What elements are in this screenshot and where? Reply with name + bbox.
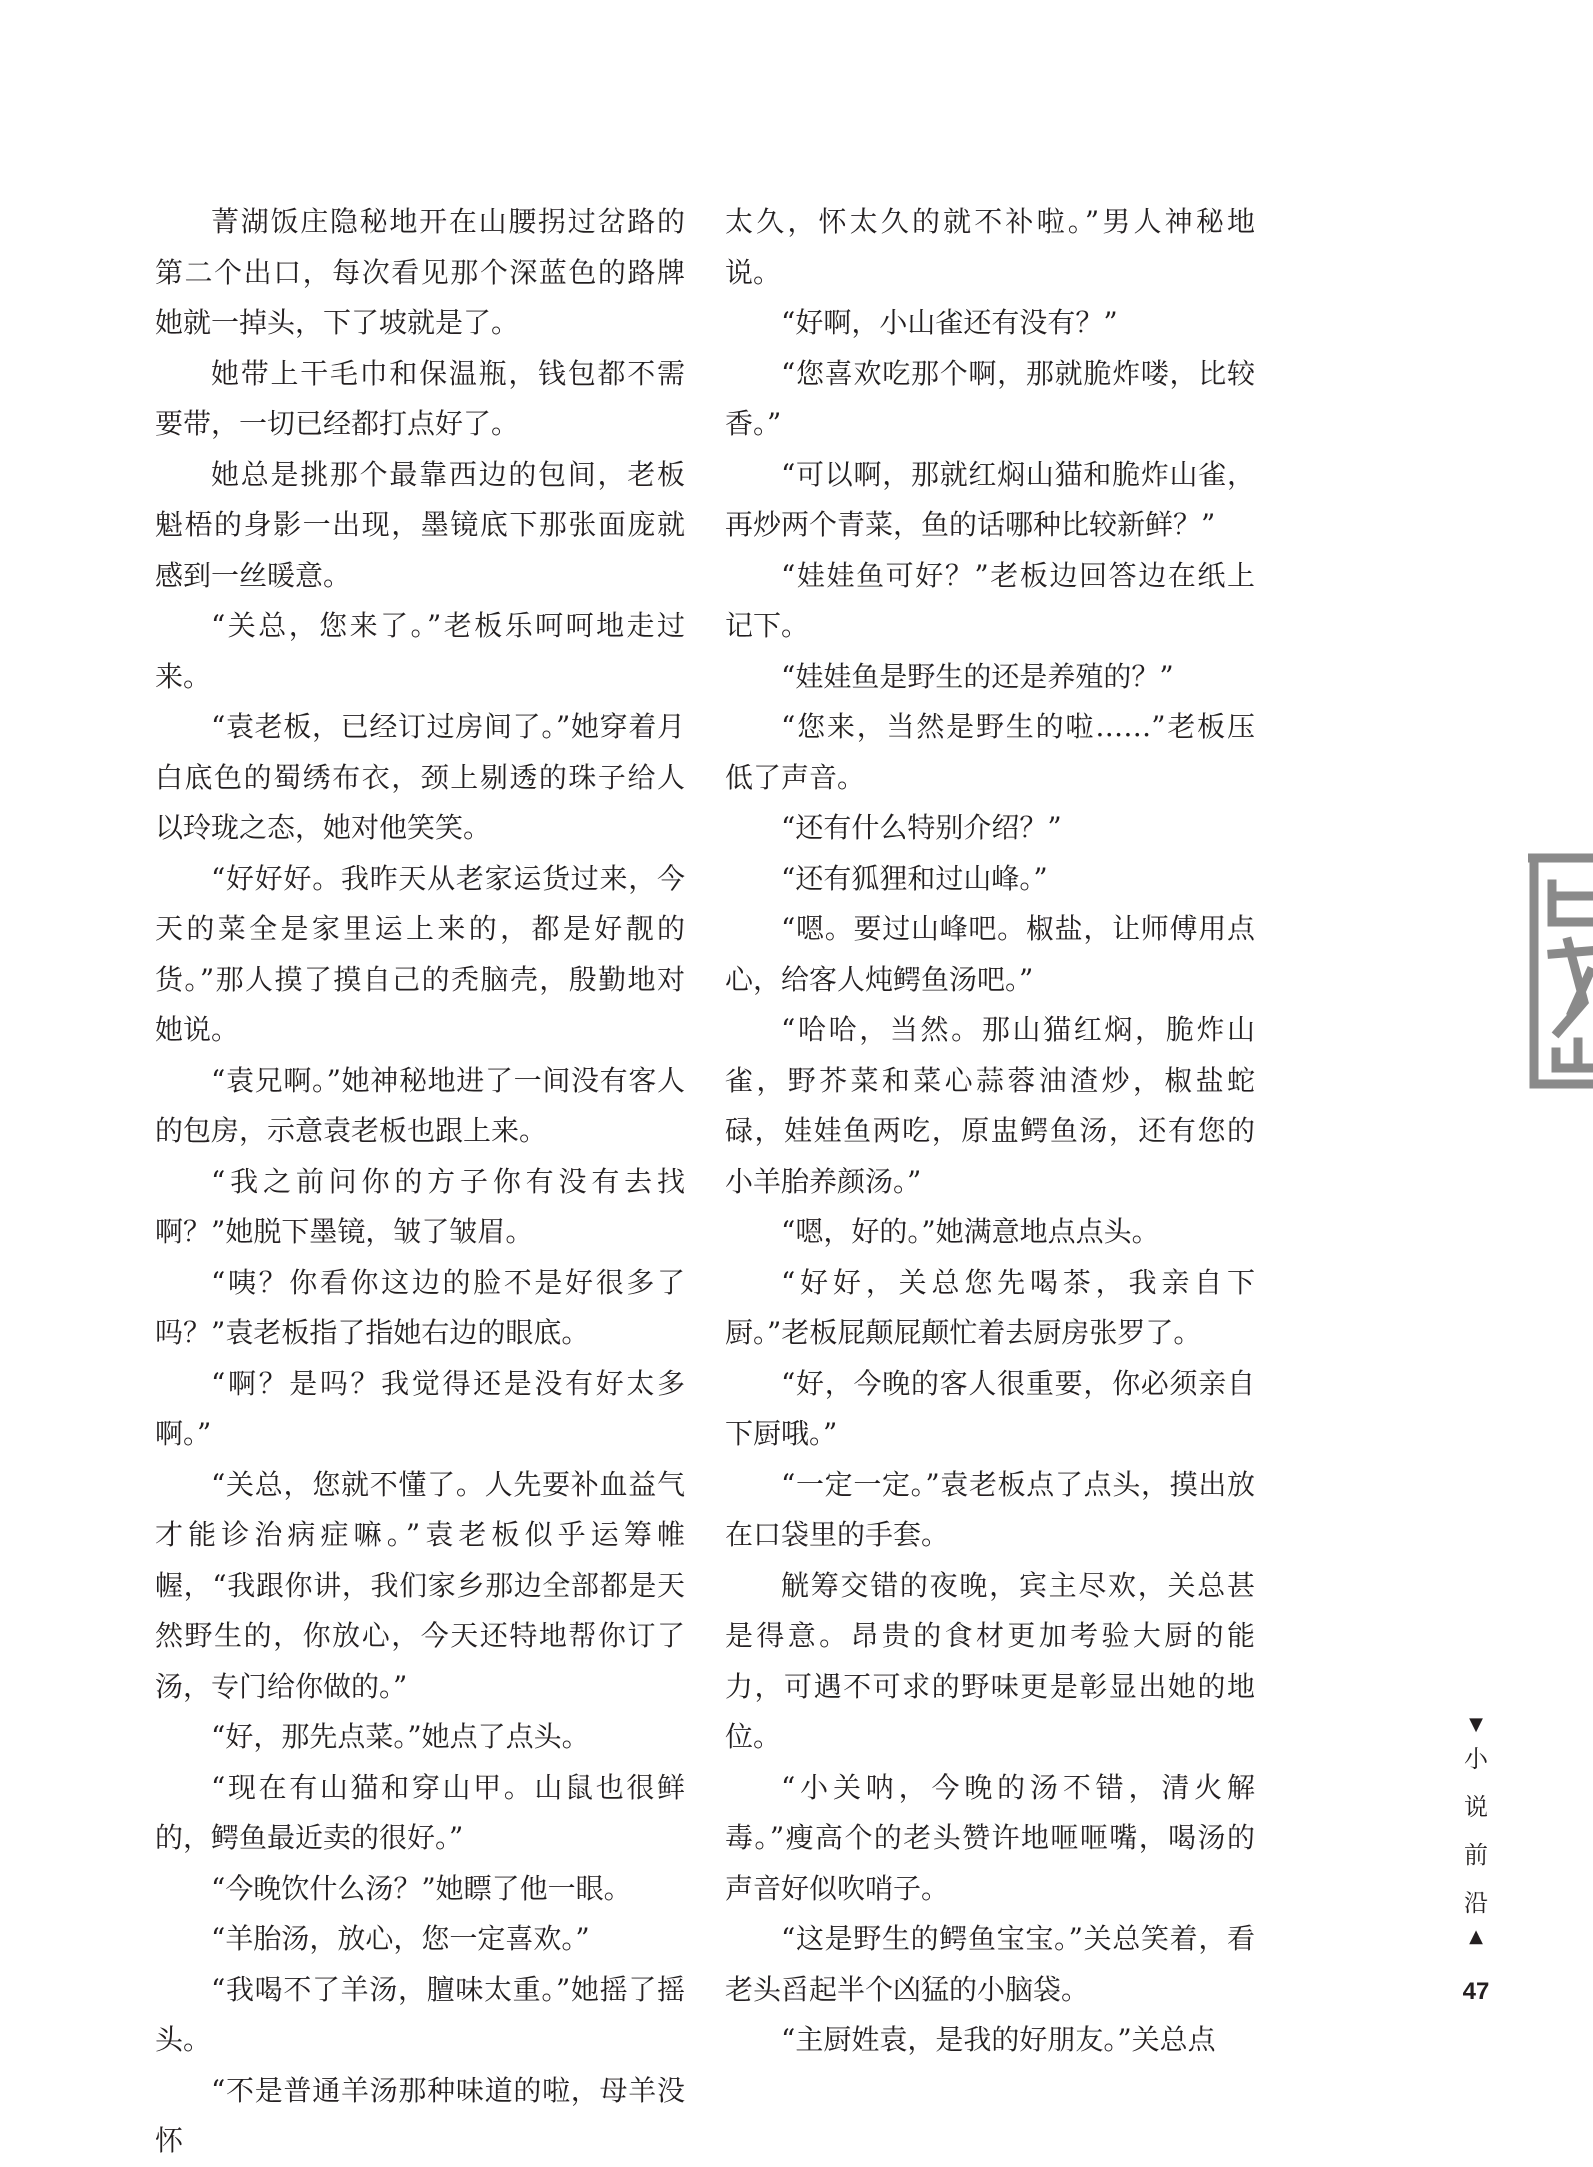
paragraph: “现在有山猫和穿山甲。山鼠也很鲜的，鳄鱼最近卖的很好。” [155,1770,685,1854]
page-number: 47 [1462,1978,1490,2005]
paragraph: “娃娃鱼可好？”老板边回答边在纸上记下。 [725,558,1255,642]
paragraph: “好好好。我昨天从老家运货过来，今天的菜全是家里运上来的，都是好靓的货。”那人摸了摸自己的秃脑壳，殷勤地对她说。 [155,861,685,1046]
paragraph: “嗯，好的。”她满意地点点头。 [781,1215,1160,1248]
paragraph: “娃娃鱼是野生的还是养殖的？” [781,659,1174,693]
triangle-down-icon: ▼ [1469,1714,1483,1735]
triangle-up-icon: ▲ [1469,1926,1483,1947]
paragraph: “咦？你看你这边的脸不是好很多了吗？”袁老板指了指她右边的眼底。 [155,1265,685,1349]
paragraph: “关总，您来了。”老板乐呵呵地走过来。 [155,609,685,693]
paragraph: “可以啊，那就红焖山猫和脆炸山雀，再炒两个青菜，鱼的话哪种比较新鲜？” [725,457,1255,541]
paragraph: “不是普通羊汤那种味道的啦，母羊没怀 [155,2073,685,2157]
paragraph: “好，今晚的客人很重要，你必须亲自下厨哦。” [725,1366,1255,1450]
paragraph: “嗯。要过山峰吧。椒盐，让师傅用点心，给客人炖鳄鱼汤吧。” [725,912,1255,996]
section-char: 沿 [1464,1889,1488,1917]
paragraph: “今晚饮什么汤？”她瞟了他一眼。 [211,1871,632,1905]
paragraph: “还有什么特别介绍？” [781,811,1062,844]
paragraph: 觥筹交错的夜晚，宾主尽欢，关总甚是得意。昂贵的食材更加考验大厨的能力，可遇不可求的野味更是彰显出她的地位。 [725,1568,1255,1753]
paragraph: “好啊，小山雀还有没有？” [781,306,1118,339]
paragraph: 她总是挑那个最靠西边的包间，老板魁梧的身影一出现，墨镜底下那张面庞就感到一丝暖意。 [155,457,685,592]
paragraph: “您来，当然是野生的啦……”老板压低了声音。 [725,710,1255,794]
article-column-left [155,197,685,2167]
paragraph: “关总，您就不懂了。人先要补血益气才能诊治病症嘛。”袁老板似乎运筹帷幄，“我跟你讲，我们家乡那边全部都是天然野生的，你放心，今天还特地帮你订了汤，专门给你做的。” [155,1467,685,1703]
paragraph: 她带上干毛巾和保温瓶，钱包都不需要带，一切已经都打点好了。 [155,356,685,440]
section-tab [1455,1715,1497,1947]
seal-stamp-decoration [1528,852,1593,1092]
paragraph: “这是野生的鳄鱼宝宝。”关总笑着，看老头舀起半个凶猛的小脑袋。 [725,1922,1255,2006]
paragraph: “好，那先点菜。”她点了点头。 [211,1720,590,1753]
paragraph: “好好，关总您先喝茶，我亲自下厨。”老板屁颠屁颠忙着去厨房张罗了。 [725,1265,1255,1349]
section-char: 小 [1464,1745,1488,1773]
section-char: 前 [1464,1841,1488,1869]
paragraph: “一定一定。”袁老板点了点头，摸出放在口袋里的手套。 [725,1467,1255,1551]
article-column-right [725,197,1255,2066]
paragraph: “还有狐狸和过山峰。” [781,861,1048,895]
paragraph: “袁老板，已经订过房间了。”她穿着月白底色的蜀绣布衣，颈上剔透的珠子给人以玲珑之态，她对他笑笑。 [155,710,685,844]
paragraph: “哈哈，当然。那山猫红焖，脆炸山雀，野芥菜和菜心蒜蓉油渣炒，椒盐蛇碌，娃娃鱼两吃，原盅鳄鱼汤，还有您的小羊胎养颜汤。” [725,1013,1255,1198]
paragraph: “主厨姓袁，是我的好朋友。”关总点 [781,2023,1216,2056]
paragraph: “我喝不了羊汤，膻味太重。”她摇了摇头。 [155,1972,685,2056]
paragraph: “您喜欢吃那个啊，那就脆炸喽，比较香。” [725,356,1255,440]
paragraph: 菁湖饭庄隐秘地开在山腰拐过岔路的第二个出口，每次看见那个深蓝色的路牌她就一掉头，下了坡就是了。 [155,205,685,339]
paragraph: “羊胎汤，放心，您一定喜欢。” [211,1922,590,1955]
paragraph: “小关呐，今晚的汤不错，清火解毒。”瘦高个的老头赞许地咂咂嘴，喝汤的声音好似吹哨子。 [725,1770,1255,1905]
section-char: 说 [1464,1793,1488,1821]
paragraph: “袁兄啊。”她神秘地进了一间没有客人的包房，示意袁老板也跟上来。 [155,1063,685,1147]
paragraph: “我之前问你的方子你有没有去找啊？”她脱下墨镜，皱了皱眉。 [155,1164,685,1248]
paragraph: 太久，怀太久的就不补啦。”男人神秘地说。 [725,205,1255,289]
paragraph: “啊？是吗？我觉得还是没有好太多啊。” [155,1366,685,1450]
